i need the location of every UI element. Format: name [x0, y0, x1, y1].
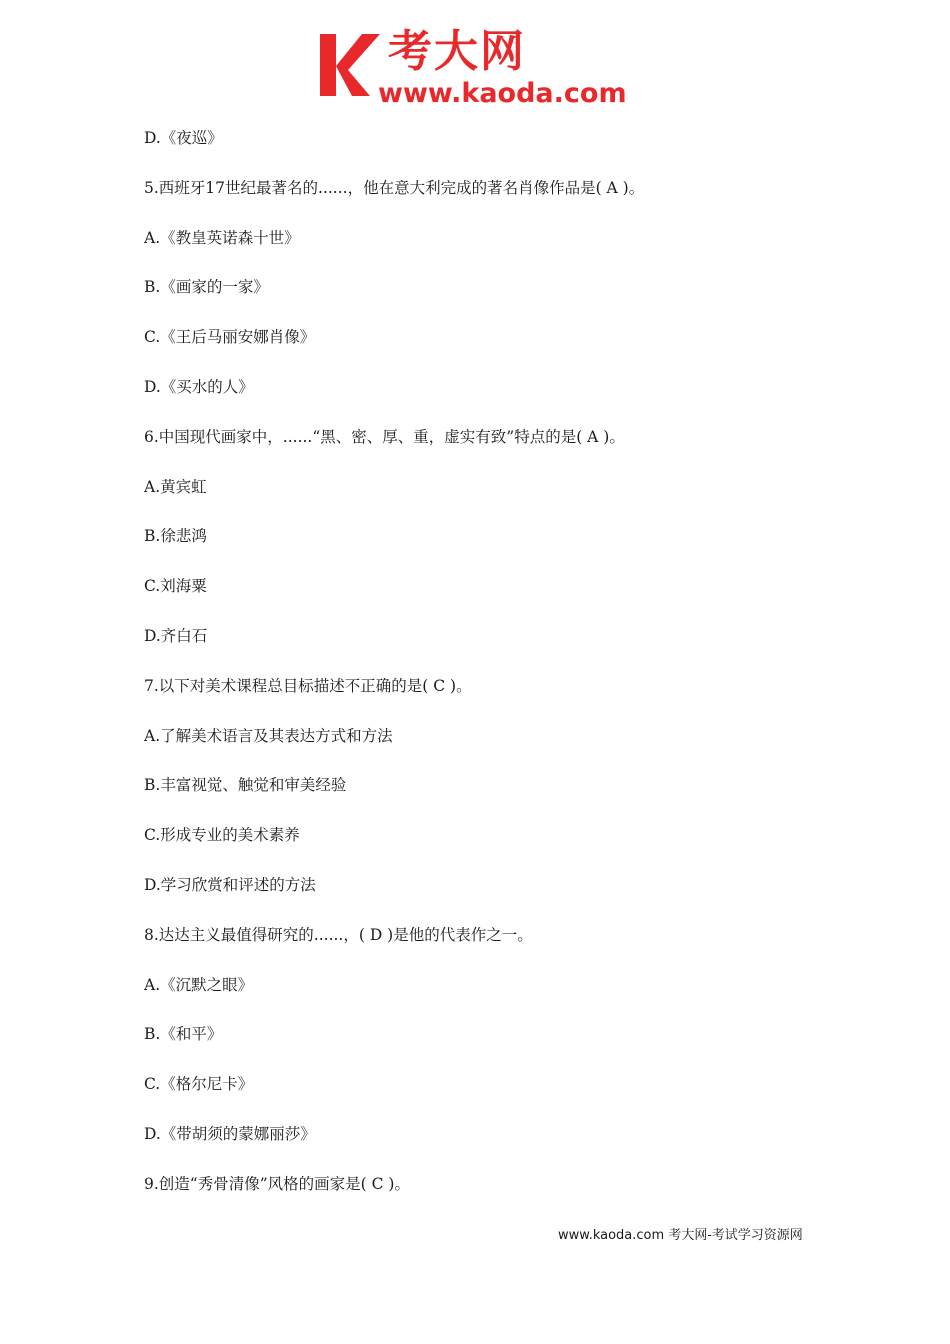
question-content	[144, 124, 844, 1220]
text-line: D.齐白石	[144, 626, 208, 645]
text-line: 6.中国现代画家中，......“黑、密、厚、重，虚实有致”特点的是( A )。	[144, 427, 625, 446]
page-footer	[558, 1225, 803, 1247]
text-line: C.《格尔尼卡》	[144, 1075, 254, 1094]
text-line: B.徐悲鸿	[144, 527, 207, 546]
text-line: B.《画家的一家》	[144, 278, 269, 297]
text-line: A.黄宾虹	[144, 477, 207, 496]
logo-url-text: www.kaoda.com	[378, 78, 627, 109]
text-line: C.形成专业的美术素养	[144, 826, 300, 845]
footer-url: www.kaoda.com	[558, 1228, 665, 1243]
text-line: B.《和平》	[144, 1025, 223, 1044]
footer-text: 考大网-考试学习资源网	[668, 1228, 803, 1243]
site-logo	[318, 26, 648, 116]
text-line: A.了解美术语言及其表达方式和方法	[144, 726, 393, 745]
text-line: C.刘海粟	[144, 577, 207, 596]
text-line: D.《买水的人》	[144, 377, 254, 396]
text-line: D.学习欣赏和评述的方法	[144, 875, 316, 894]
text-line: C.《王后马丽安娜肖像》	[144, 328, 316, 347]
text-line: B.丰富视觉、触觉和审美经验	[144, 776, 347, 795]
text-line: A.《沉默之眼》	[144, 975, 254, 994]
text-line: 8.达达主义最值得研究的......，( D )是他的代表作之一。	[144, 925, 533, 944]
text-line: 9.创造“秀骨清像”风格的画家是( C )。	[144, 1174, 410, 1193]
logo-chinese-text: 考大网	[388, 26, 526, 77]
text-line: A.《教皇英诺森十世》	[144, 228, 300, 247]
logo-k-icon	[318, 30, 382, 102]
text-line: D.《夜巡》	[144, 129, 223, 147]
text-line: 5.西班牙17世纪最著名的......，他在意大利完成的著名肖像作品是( A )。	[144, 178, 645, 197]
text-line: D.《带胡须的蒙娜丽莎》	[144, 1124, 316, 1143]
text-line: 7.以下对美术课程总目标描述不正确的是( C )。	[144, 676, 472, 695]
